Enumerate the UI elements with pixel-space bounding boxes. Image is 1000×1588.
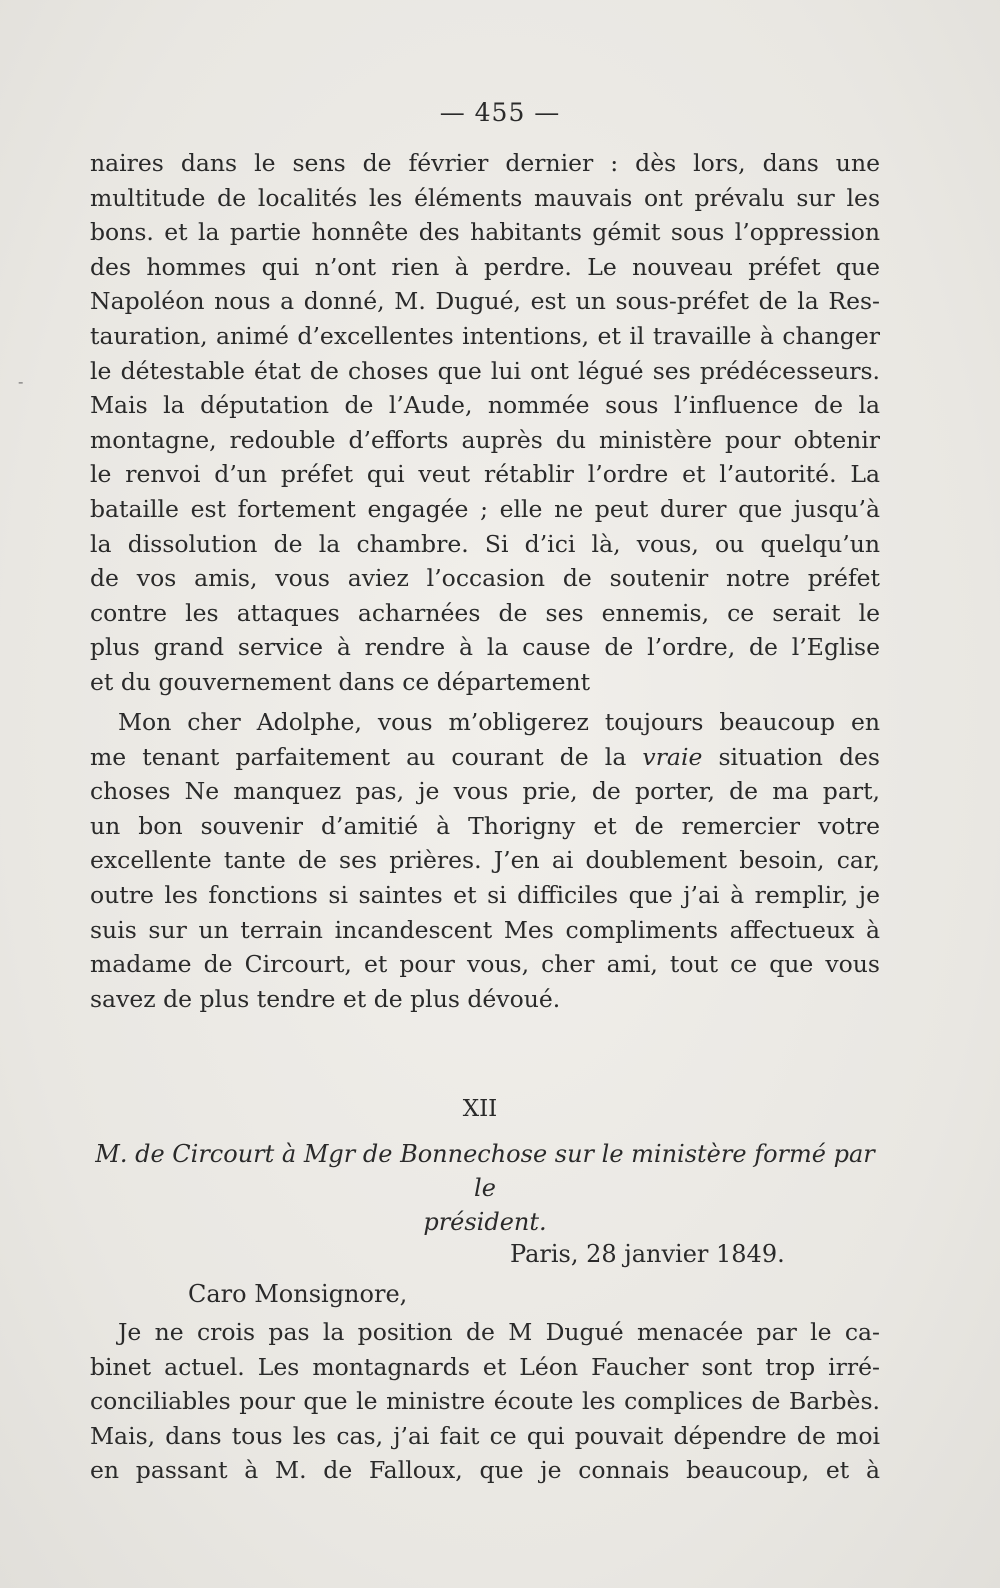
text-line: Je ne crois pas la position de M Dugué menacée par le ca- [118,1318,880,1346]
text-line: un bon souvenir d’amitié à Thorigny et de remercier votre [90,811,880,840]
text-line: conciliables pour que le ministre écoute les complices de Barbès. [90,1387,880,1416]
text-line: choses Ne manquez pas, je vous prie, de porter, de ma part, [90,777,880,806]
text-fragment: me tenant parfaitement au courant de la [90,742,627,771]
section-title-line: président. [423,1208,547,1236]
text-line: montagne, redouble d’efforts auprès du ministère pour obtenir [90,425,880,454]
text-line: plus grand service à rendre à la cause de l’ordre, de l’Eglise [90,633,880,662]
text-line: Mais, dans tous les cas, j’ai fait ce qui pouvait dépendre de moi [90,1421,880,1450]
letter-paragraph-2 [90,705,880,1016]
text-line: naires dans le sens de février dernier : dès lors, dans une [90,149,880,177]
text-line: multitude de localités les éléments mauvais ont prévalu sur les [90,183,880,212]
text-line: Mon cher Adolphe, vous m’obligerez toujours beaucoup en [118,708,880,736]
text-fragment: situation des [718,742,880,771]
margin-mark: - [18,372,24,391]
text-line: des hommes qui n’ont rien à perdre. Le nouveau préfet que [90,252,880,281]
text-line: tauration, animé d’excellentes intentions, et il travaille à changer [90,321,880,350]
text-line: suis sur un terrain incandescent Mes compliments affectueux à [90,915,880,944]
text-line: savez de plus tendre et de plus dévoué. [90,984,561,1013]
page-number: — 455 — [439,98,561,127]
text-line: en passant à M. de Falloux, que je connais beaucoup, et à [90,1456,880,1485]
text-line: excellente tante de ses prières. J’en ai doublement besoin, car, [90,846,880,875]
text-line: contre les attaques acharnées de ses ennemis, ce serait le [90,598,880,627]
text-line: Mais la députation de l’Aude, nommée sous l’influence de la [90,391,880,420]
text-line: bons. et la partie honnête des habitants gémit sous l’oppression [90,218,880,247]
text-line: de vos amis, vous aviez l’occasion de soutenir notre préfet [90,564,880,593]
text-line: la dissolution de la chambre. Si d’ici là, vous, ou quelqu’un [90,529,880,558]
emphasis-word: vraie [642,742,703,771]
section-number: XII [462,1096,498,1122]
dateline: Paris, 28 janvier 1849. [510,1240,785,1268]
text-line: bataille est fortement engagée ; elle ne peut durer que jusqu’à [90,494,880,523]
text-line: le renvoi d’un préfet qui veut rétablir l’ordre et l’autorité. La [90,460,880,489]
letter-paragraph-3 [90,1315,880,1488]
text-line: binet actuel. Les montagnards et Léon Faucher sont trop irré- [90,1352,880,1381]
section-title-line: M. de Circourt à Mgr de Bonnechose sur le ministère formé par le [95,1140,875,1202]
letter-paragraph-1 [90,146,880,700]
text-line: madame de Circourt, et pour vous, cher ami, tout ce que vous [90,950,880,979]
text-line: outre les fonctions si saintes et si difficiles que j’ai à remplir, je [90,880,880,909]
text-line: Napoléon nous a donné, M. Dugué, est un sous-préfet de la Res- [90,287,880,316]
salutation: Caro Monsignore, [188,1280,408,1308]
section-title [90,1137,880,1239]
text-line [90,740,880,775]
text-line: le détestable état de choses que lui ont légué ses prédécesseurs. [90,356,880,385]
text-line: et du gouvernement dans ce département [90,667,591,696]
